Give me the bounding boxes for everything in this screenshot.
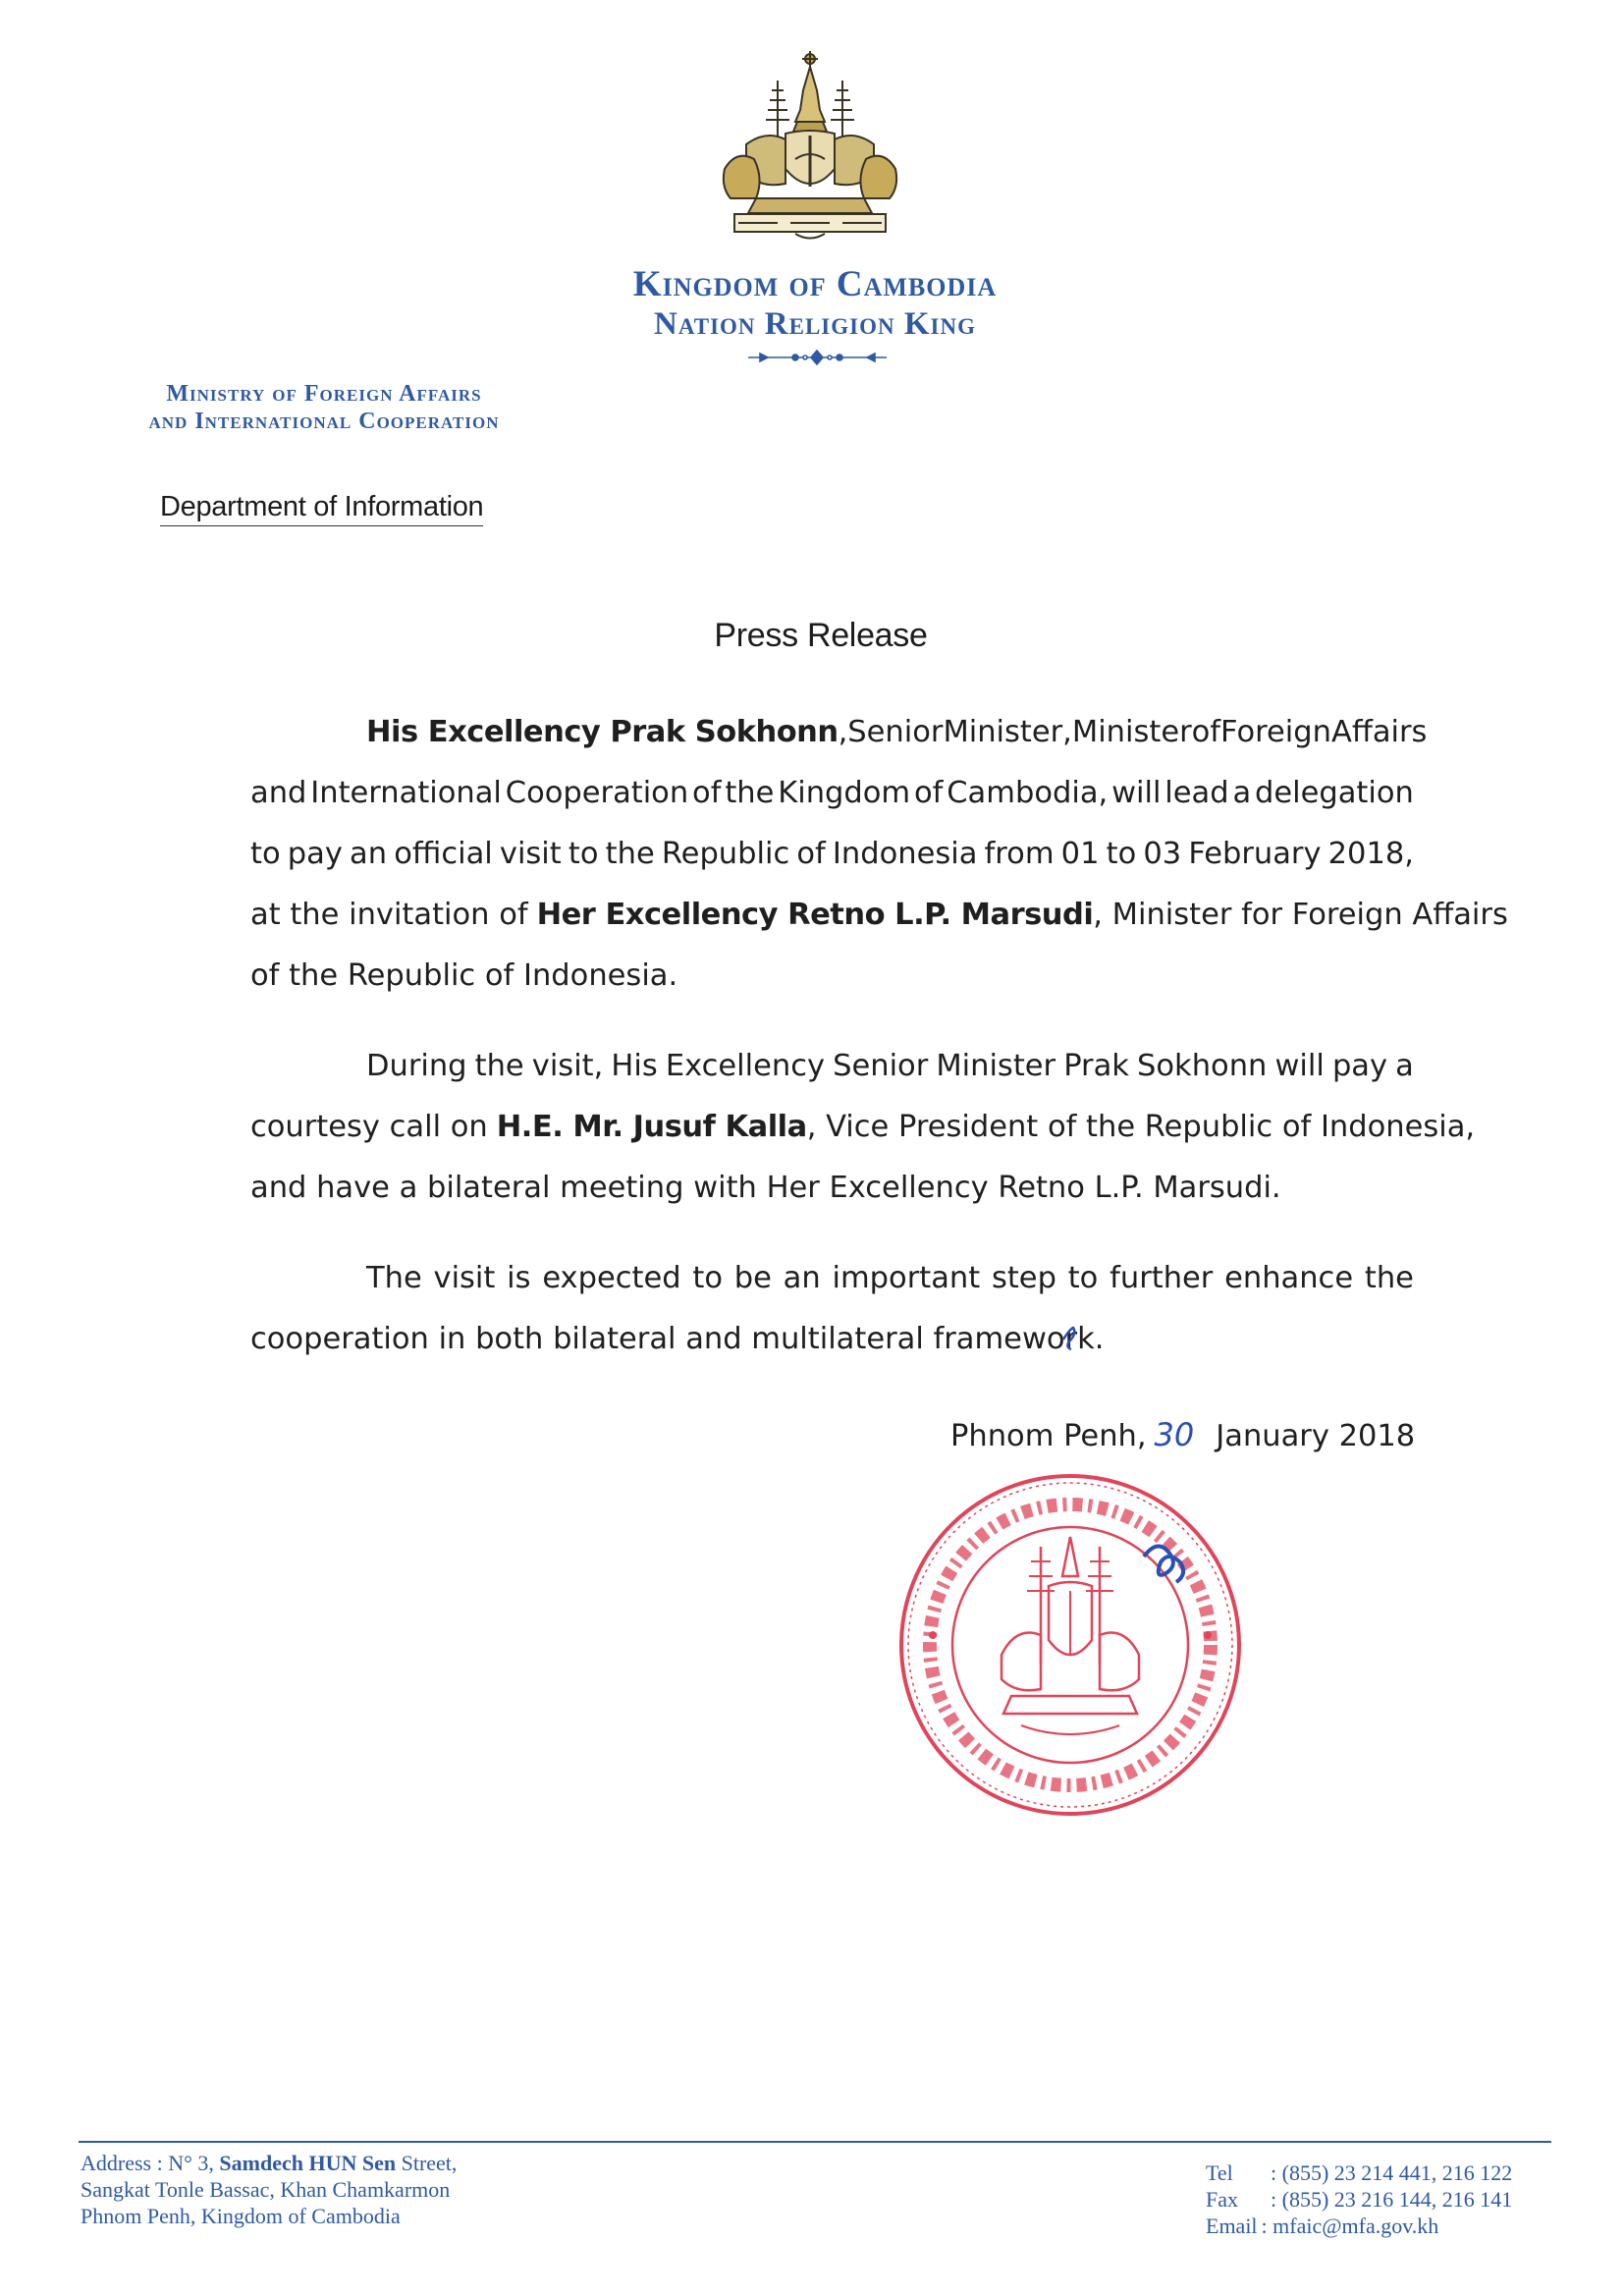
word: Cambodia,	[947, 776, 1109, 810]
kingdom-title: Kingdom of Cambodia	[632, 264, 998, 304]
p1-line2	[250, 776, 1414, 810]
tel-label: Tel	[1206, 2160, 1233, 2185]
p1-line1	[366, 715, 1428, 749]
word: an	[783, 1261, 821, 1295]
word: and	[250, 776, 307, 810]
word: further	[1110, 1261, 1214, 1295]
text: , Minister for Foreign Affairs	[1093, 898, 1508, 932]
email-value[interactable]: : mfaic@mfa.gov.kh	[1261, 2214, 1439, 2238]
p2-line2	[250, 1110, 1476, 1144]
ministry-name-line2: and International Cooperation	[148, 409, 500, 434]
text: Address : N° 3,	[81, 2151, 220, 2175]
word: visit	[499, 837, 562, 871]
word: the	[725, 776, 775, 810]
word: will	[1274, 1049, 1325, 1083]
email-label: Email	[1206, 2214, 1258, 2238]
word: a	[1232, 776, 1252, 810]
press-release-title: Press Release	[714, 617, 928, 654]
word: expected	[542, 1261, 681, 1295]
word: is	[507, 1261, 531, 1295]
ministry-name-line1: Ministry of Foreign Affairs	[166, 381, 482, 407]
p3-line2	[250, 1322, 1112, 1356]
footer-address-line1	[81, 2151, 457, 2176]
word: Indonesia	[832, 837, 978, 871]
word: Minister,	[943, 715, 1072, 749]
tel-value: : (855) 23 214 441, 216 122	[1271, 2160, 1513, 2185]
text: Samdech HUN Sen	[219, 2151, 397, 2175]
word: lead	[1164, 776, 1229, 810]
royal-coat-of-arms-icon	[717, 51, 903, 243]
word: to	[250, 837, 281, 871]
department-heading: Department of Information	[160, 491, 483, 526]
word: Excellency	[665, 1049, 826, 1083]
word: to	[1067, 1261, 1099, 1295]
word: His	[611, 1049, 658, 1083]
word: of	[796, 837, 826, 871]
text: and have a bilateral meeting with Her Excellency Retno L.P. Marsudi.	[250, 1171, 1281, 1205]
word: will	[1111, 776, 1162, 810]
footer-email	[1206, 2214, 1438, 2239]
word: visit,	[531, 1049, 604, 1083]
minister-name: His Excellency Prak Sokhonn	[366, 715, 839, 749]
fax-label: Fax	[1206, 2187, 1238, 2212]
p2-line1	[366, 1049, 1414, 1083]
footer-fax	[1206, 2187, 1512, 2213]
word: to	[1106, 837, 1137, 871]
footer-address-line3: Phnom Penh, Kingdom of Cambodia	[81, 2204, 401, 2228]
p3-line1	[366, 1261, 1414, 1295]
p1-line4	[250, 898, 1508, 932]
text: courtesy call on	[250, 1110, 488, 1144]
word: Minister	[936, 1049, 1056, 1083]
word: the	[605, 837, 655, 871]
text: Street,	[396, 2151, 458, 2175]
word: to	[692, 1261, 723, 1295]
kingdom-motto: Nation Religion King	[654, 306, 976, 342]
word: February	[1188, 837, 1322, 871]
word: pay	[287, 837, 343, 871]
word: 03	[1143, 837, 1182, 871]
footer-tel	[1206, 2160, 1512, 2186]
text: cooperation in both bilateral and multilateral framework.	[250, 1322, 1105, 1356]
word: of	[1191, 715, 1221, 749]
word: step	[991, 1261, 1056, 1295]
word: Affairs	[1330, 715, 1428, 749]
word: an	[350, 837, 388, 871]
p2-line3	[250, 1171, 1290, 1205]
word: Prak	[1063, 1049, 1129, 1083]
word: 2018,	[1327, 837, 1414, 871]
word: the	[1364, 1261, 1414, 1295]
date-month-year: January 2018	[1216, 1419, 1416, 1453]
p1-line5	[250, 958, 686, 993]
word: pay	[1331, 1049, 1388, 1083]
word: of	[914, 776, 944, 810]
text: , Vice President of the Republic of Indonesia,	[806, 1110, 1476, 1144]
word: Cooperation	[505, 776, 689, 810]
word: important	[832, 1261, 981, 1295]
word: The	[366, 1261, 422, 1295]
word: Sokhonn	[1137, 1049, 1268, 1083]
word: delegation	[1255, 776, 1414, 810]
handwritten-tick-icon	[1059, 1324, 1081, 1351]
word: 01	[1060, 837, 1100, 871]
word: Senior	[847, 715, 944, 749]
footer-divider	[79, 2141, 1551, 2143]
date-place: Phnom Penh,	[950, 1419, 1147, 1453]
vice-president-name: H.E. Mr. Jusuf Kalla	[496, 1110, 807, 1144]
foreign-minister-name: Her Excellency Retno L.P. Marsudi	[536, 898, 1094, 932]
word: International	[310, 776, 502, 810]
date-day-handwritten: 30	[1154, 1416, 1195, 1453]
word: to	[568, 837, 599, 871]
word: a	[1395, 1049, 1414, 1083]
word: Republic	[661, 837, 790, 871]
fax-value: : (855) 23 216 144, 216 141	[1271, 2187, 1513, 2212]
word: During	[366, 1049, 467, 1083]
official-seal-stamp-icon	[893, 1468, 1247, 1822]
word: Senior	[833, 1049, 929, 1083]
word: enhance	[1224, 1261, 1354, 1295]
word: visit	[433, 1261, 496, 1295]
text: at the invitation of	[250, 898, 528, 932]
word: ,	[838, 715, 848, 749]
footer-address-line2: Sangkat Tonle Bassac, Khan Chamkarmon	[81, 2177, 451, 2202]
word: of	[692, 776, 722, 810]
ornament-divider-icon	[746, 350, 889, 365]
p1-line3	[250, 837, 1414, 871]
word: official	[394, 837, 493, 871]
text: of the Republic of Indonesia.	[250, 958, 678, 993]
word: be	[733, 1261, 772, 1295]
word: Foreign	[1220, 715, 1331, 749]
word: Kingdom	[778, 776, 911, 810]
word: from	[984, 837, 1055, 871]
date-line	[950, 1416, 1415, 1453]
word: the	[474, 1049, 524, 1083]
word: Minister	[1071, 715, 1192, 749]
